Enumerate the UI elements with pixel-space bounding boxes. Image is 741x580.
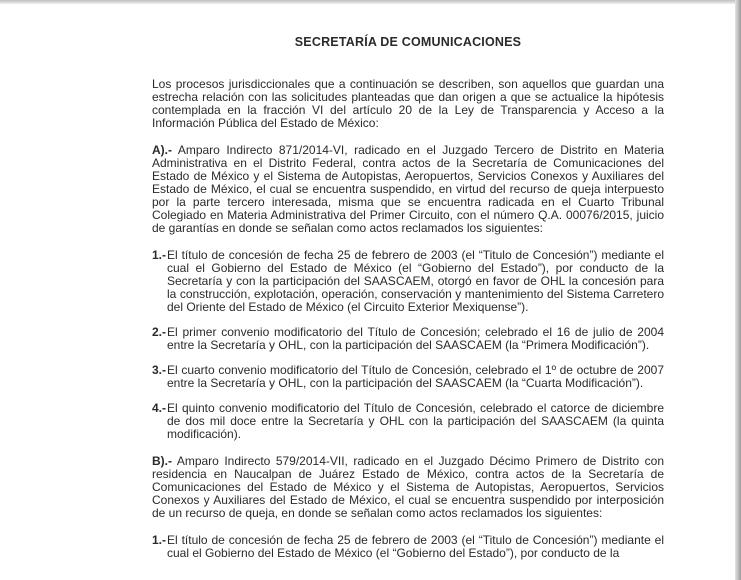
list-item-number: 1.- — [152, 533, 167, 547]
list-item-number: 3.- — [152, 363, 167, 377]
document-title: SECRETARÍA DE COMUNICACIONES — [294, 35, 522, 49]
case-a-paragraph — [152, 144, 664, 235]
case-a-label: A).- — [152, 143, 172, 157]
case-b-label: B).- — [152, 454, 172, 468]
list-item — [152, 326, 664, 352]
page-right-edge — [735, 0, 741, 580]
document-body — [152, 36, 664, 574]
list-item — [152, 249, 664, 314]
list-item — [152, 402, 664, 441]
list-item-text: El quinto convenio modificatorio del Título de Concesión, celebrado el catorce de diciembre de dos mil doce entre la Secretaría y OHL con la participación del SAASCAEM (la quinta modificación). — [167, 401, 664, 441]
list-item-text: El título de concesión de fecha 25 de febrero de 2003 (el “Titulo de Concesión”) mediante el cual el Gobierno del Estado de México (el “Gobierno del Estado”), por conducto de la — [167, 533, 664, 560]
page-top-edge — [0, 0, 741, 4]
case-a-text: Amparo Indirecto 871/2014-VI, radicado en el Juzgado Tercero de Distrito en Materia Administrativa en el Distrito Federal, contra actos de la Secretaría de Comunicaciones del Estado de México y el Sistema de Autopistas, Aeropuertos, Servicios Conexos y Auxiliares del Estado de México, el cual se encuentra suspendido, en virtud del recurso de queja interpuesto por la parte tercero interesada, misma que se encuentra radicada en el Cuarto Tribunal Colegiado en Materia Administrativa del Primer Circuito, con el número Q.A. 00076/2015, juicio de garantías en donde se señalan como actos reclamados los siguientes: — [152, 143, 664, 235]
list-item-text: El cuarto convenio modificatorio del Título de Concesión, celebrado el 1º de octubre de 2007 entre la Secretaría y OHL, con la participación del SAASCAEM (la “Cuarta Modificación”). — [167, 363, 664, 390]
list-item-text: El título de concesión de fecha 25 de febrero de 2003 (el “Titulo de Concesión”) mediante el cual el Gobierno del Estado de México (el “Gobierno del Estado”), por conducto de la Secretaría y con la participación del SAASCAEM, otorgó en favor de OHL la concesión para la construcción, explotación, operación, conservación y mantenimiento del Sistema Carretero del Oriente del Estado de México (el Circuito Exterior Mexiquense”). — [167, 248, 664, 314]
case-b-paragraph — [152, 455, 664, 520]
case-a-acts-list — [152, 249, 664, 441]
list-item-number: 1.- — [152, 248, 167, 262]
list-item — [152, 534, 664, 560]
list-item-number: 2.- — [152, 325, 167, 339]
list-item — [152, 364, 664, 390]
list-item-number: 4.- — [152, 401, 167, 415]
case-b-acts-list — [152, 534, 664, 560]
intro-paragraph: Los procesos jurisdiccionales que a continuación se describen, son aquellos que guardan una estrecha relación con las solicitudes planteadas que dan origen a que se actualice la hipótesis contemplada en la fracción VI del artículo 20 de la Ley de Transparencia y Acceso a la Información Pública del Estado de México: — [152, 77, 664, 130]
list-item-text: El primer convenio modificatorio del Título de Concesión; celebrado el 16 de julio de 2004 entre la Secretaría y OHL, con la participación del SAASCAEM (la “Primera Modificación”). — [167, 325, 664, 352]
case-b-text: Amparo Indirecto 579/2014-VII, radicado en el Juzgado Décimo Primero de Distrito con residencia en Naucalpan de Juárez Estado de México, contra actos de la Secretaría de Comunicaciones del Estado de México y el Sistema de Autopistas, Aeropuertos, Servicios Conexos y Auxiliares del Estado de México, el cual se encuentra suspendido por interposición de un recurso de queja, en donde se señalan como actos reclamados los siguientes: — [152, 454, 664, 520]
